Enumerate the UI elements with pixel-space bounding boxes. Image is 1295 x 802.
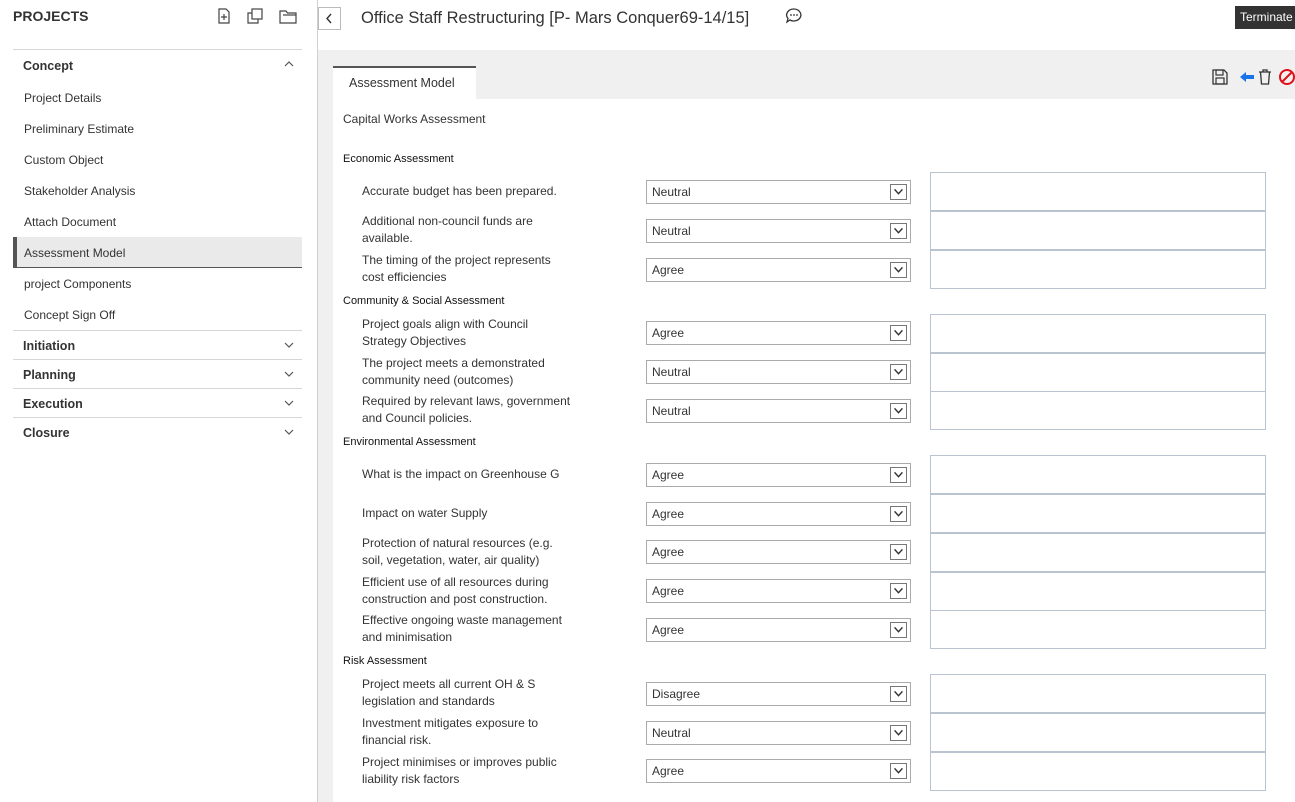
sidebar-title: PROJECTS [13,8,89,24]
chevron-down-icon [890,544,907,560]
comment-field[interactable] [930,713,1266,752]
comment-field[interactable] [930,211,1266,250]
sidebar-item-label: Concept Sign Off [24,308,116,322]
comment-field[interactable] [930,353,1266,392]
delete-icon[interactable] [1256,68,1274,86]
select-value: Agree [652,584,685,598]
question-label: Protection of natural resources (e.g. soil, vegetation, water, air quality) [362,536,553,567]
save-icon[interactable] [1211,68,1229,86]
comment-field[interactable] [930,314,1266,353]
group-title-community: Community & Social Assessment [343,295,505,307]
select-value: Neutral [652,224,691,238]
sidebar [0,0,318,802]
group-title-economic: Economic Assessment [343,153,454,165]
sidebar-section-header-initiation[interactable] [13,331,302,360]
chevron-down-icon [890,622,907,638]
sidebar-item-label: Project Details [24,91,102,105]
comment-field[interactable] [930,455,1266,494]
section-label: Planning [23,368,76,382]
sidebar-item-stakeholder-analysis[interactable] [13,175,302,206]
sidebar-item-label: Custom Object [24,153,104,167]
question-label: Project minimises or improves public liability risk factors [362,755,557,786]
question-label: Efficient use of all resources during construction and post construction. [362,575,549,606]
section-label: Concept [23,59,73,73]
section-label: Execution [23,397,83,411]
question-label: Project meets all current OH & S legislation and standards [362,677,536,708]
sidebar-section-header-planning[interactable] [13,360,302,389]
rating-select[interactable] [646,721,911,745]
sidebar-item-project-details[interactable] [13,82,302,113]
select-value: Agree [652,468,685,482]
sidebar-item-project-components[interactable] [13,268,302,299]
chevron-down-icon [284,369,294,379]
sidebar-item-preliminary-estimate[interactable] [13,113,302,144]
chevron-down-icon [890,763,907,779]
rating-select[interactable] [646,540,911,564]
copy-icon[interactable] [246,7,264,25]
section-label: Closure [23,426,70,440]
rating-select[interactable] [646,321,911,345]
cancel-icon[interactable] [1278,68,1295,86]
chevron-down-icon [890,467,907,483]
rating-select[interactable] [646,579,911,603]
comment-field[interactable] [930,494,1266,533]
sidebar-nav [13,49,302,447]
select-value: Agree [652,507,685,521]
comment-field[interactable] [930,250,1266,289]
select-value: Agree [652,545,685,559]
chevron-down-icon [890,686,907,702]
chevron-down-icon [890,506,907,522]
select-value: Neutral [652,185,691,199]
comment-field[interactable] [930,674,1266,713]
sidebar-item-attach-document[interactable] [13,206,302,237]
sidebar-section-header-concept[interactable] [13,50,302,82]
select-value: Agree [652,764,685,778]
select-value: Neutral [652,726,691,740]
folder-icon[interactable] [279,7,297,25]
group-title-risk: Risk Assessment [343,655,427,667]
sidebar-item-label: Preliminary Estimate [24,122,135,136]
chevron-left-icon [319,8,340,29]
terminate-button[interactable]: Terminate [1235,6,1295,29]
form-title: Capital Works Assessment [343,112,486,126]
sidebar-item-label: Attach Document [24,215,117,229]
select-value: Agree [652,263,685,277]
select-value: Agree [652,623,685,637]
comment-icon[interactable] [785,7,803,25]
comment-field[interactable] [930,391,1266,430]
select-value: Agree [652,326,685,340]
question-label: What is the impact on Greenhouse G [362,467,560,481]
comment-field[interactable] [930,172,1266,211]
section-label: Initiation [23,339,76,353]
comment-field[interactable] [930,752,1266,791]
rating-select[interactable] [646,759,911,783]
chevron-down-icon [890,725,907,741]
tab-assessment-model[interactable] [333,66,476,99]
select-value: Disagree [652,687,701,701]
comment-field[interactable] [930,610,1266,649]
chevron-down-icon [284,398,294,408]
sidebar-item-label: Assessment Model [24,246,126,260]
back-arrow-icon[interactable] [1238,68,1256,86]
question-label: Required by relevant laws, government and Council policies. [362,394,571,425]
question-label: Impact on water Supply [362,506,488,520]
add-document-icon[interactable] [215,7,233,25]
rating-select[interactable] [646,180,911,204]
chevron-down-icon [890,403,907,419]
rating-select[interactable] [646,219,911,243]
chevron-down-icon [890,184,907,200]
chevron-down-icon [890,325,907,341]
rating-select[interactable] [646,360,911,384]
sidebar-item-label: project Components [24,277,132,291]
rating-select[interactable] [646,258,911,282]
rating-select[interactable] [646,502,911,526]
chevron-up-icon [284,59,294,69]
question-label: The project meets a demonstrated community need (outcomes) [362,356,545,387]
sidebar-item-custom-object[interactable] [13,144,302,175]
chevron-down-icon [890,223,907,239]
collapse-sidebar-button[interactable] [318,7,341,30]
select-value: Neutral [652,404,691,418]
rating-select[interactable] [646,682,911,706]
question-label: The timing of the project represents cost efficiencies [362,253,551,284]
comment-field[interactable] [930,533,1266,572]
sidebar-section-header-execution[interactable] [13,389,302,418]
select-value: Neutral [652,365,691,379]
page-title: Office Staff Restructuring [P- Mars Conquer69-14/15] [361,9,750,27]
chevron-down-icon [890,364,907,380]
sidebar-item-concept-sign-off[interactable] [13,299,302,330]
chevron-down-icon [890,262,907,278]
tab-label: Assessment Model [349,76,455,90]
rating-select[interactable] [646,618,911,642]
chevron-down-icon [890,583,907,599]
comment-field[interactable] [930,572,1266,611]
question-label: Accurate budget has been prepared. [362,184,557,198]
question-label: Investment mitigates exposure to financial risk. [362,716,539,747]
sidebar-item-assessment-model[interactable] [13,237,302,268]
question-label: Effective ongoing waste management and minimisation [362,613,562,644]
chevron-down-icon [284,340,294,350]
question-label: Project goals align with Council Strategy Objectives [362,317,529,348]
sidebar-section-header-closure[interactable] [13,418,302,447]
group-title-environmental: Environmental Assessment [343,436,476,448]
chevron-down-icon [284,427,294,437]
rating-select[interactable] [646,399,911,423]
question-label: Additional non-council funds are available. [362,214,533,245]
sidebar-item-label: Stakeholder Analysis [24,184,136,198]
sidebar-section-concept [13,50,302,331]
rating-select[interactable] [646,463,911,487]
